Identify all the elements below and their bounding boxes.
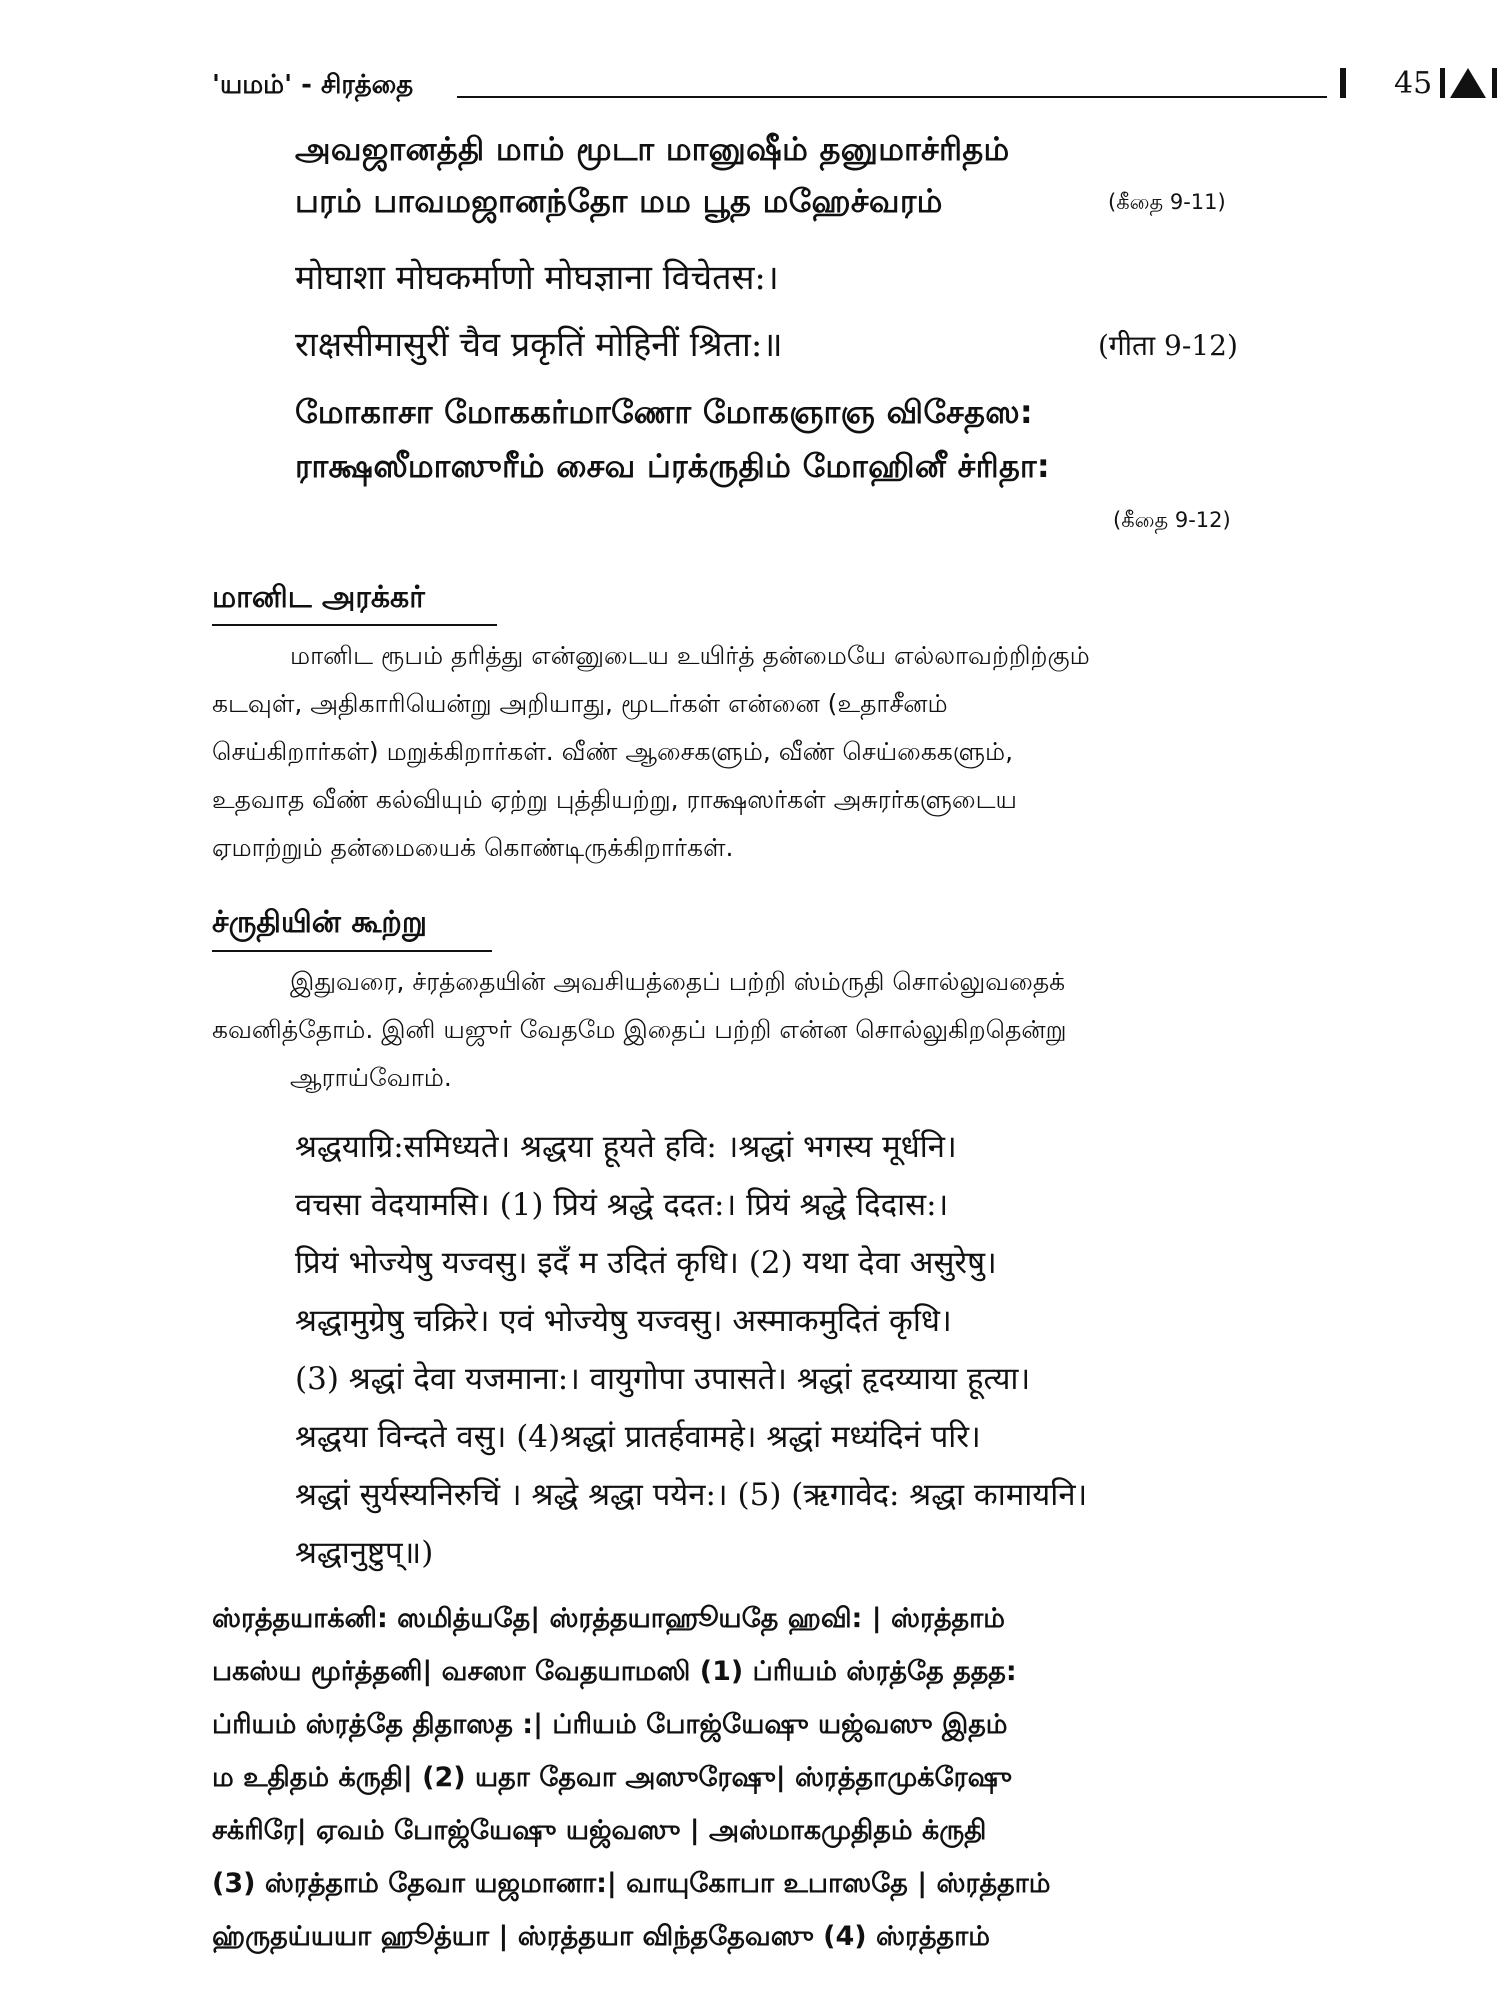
gita-9-11-reference: (கீதை 9-11) xyxy=(1108,190,1226,214)
sanskrit-line: श्रद्धां सुर्यस्यनिरुचिं । श्रद्धे श्रद्धा पयेन:। (5) (ऋगावेद: श्रद्धा कामायनि। xyxy=(295,1477,1088,1513)
paragraph-demons xyxy=(212,632,1302,872)
section-heading-demons-underline xyxy=(212,624,497,626)
tamil-translit-line: ஸ்ரத்தயாக்னி: ஸமித்யதே| ஸ்ரத்தயாஹூயதே ஹவி: | ஸ்ரத்தாம் xyxy=(212,1603,1005,1634)
header-rule xyxy=(457,96,1327,98)
gita-9-12-sanskrit-line-1: मोघाशा मोघकर्माणो मोघज्ञाना विचेतस:। xyxy=(295,258,779,298)
tamil-translit-line: (3) ஸ்ரத்தாம் தேவா யஜமானா:| வாயுகோபா உபாஸதே | ஸ்ரத்தாம் xyxy=(212,1868,1051,1899)
paragraph-line: ஆராய்வோம். xyxy=(290,1063,452,1092)
header-bar-mark xyxy=(1340,68,1346,98)
sanskrit-line: प्रियं भोज्येषु यज्वसु। इदँ म उदितं कृधि। (2) यथा देवा असुरेषु। xyxy=(295,1245,997,1281)
paragraph-line: இதுவரை, ச்ரத்தையின் அவசியத்தைப் பற்றி ஸ்ம்ருதி சொல்லுவதைக் xyxy=(290,967,1066,996)
gita-9-11-line-1: அவஜானத்தி மாம் மூடா மானுஷீம் தனுமாச்ரிதம் xyxy=(295,130,1010,168)
sanskrit-line: श्रद्धानुष्टुप्॥) xyxy=(295,1535,434,1571)
paragraph-line: உதவாத வீண் கல்வியும் ஏற்று புத்தியற்று, ராக்ஷஸர்கள் அசுரர்களுடைய xyxy=(212,785,1017,814)
tamil-translit-line: சக்ரிரே| ஏவம் போஜ்யேஷு யஜ்வஸு | அஸ்மாகமுதிதம் க்ருதி xyxy=(212,1815,987,1846)
tamil-translit-line: ம உதிதம் க்ருதி| (2) யதா தேவா அஸுரேஷு| ஸ்ரத்தாமுக்ரேஷு xyxy=(212,1762,1012,1793)
paragraph-line: மானிட ரூபம் தரித்து என்னுடைய உயிர்த் தன்மையே எல்லாவற்றிற்கும் xyxy=(290,641,1090,670)
gita-9-12-tamil-reference: (கீதை 9-12) xyxy=(1113,508,1231,532)
sanskrit-line: श्रद्धयाग्रि:समिध्यते। श्रद्धया हूयते हवि: ।श्रद्धां भगस्य मूर्धनि। xyxy=(295,1129,957,1165)
paragraph-line: ஏமாற்றும் தன்மையைக் கொண்டிருக்கிறார்கள். xyxy=(212,833,734,862)
gita-9-12-sanskrit-reference: (गीता 9-12) xyxy=(1098,329,1238,362)
tamil-translit-line: பகஸ்ய மூர்த்தனி| வசஸா வேதயாமஸி (1) ப்ரியம் ஸ்ரத்தே ததத: xyxy=(212,1656,1017,1687)
paragraph-line: கடவுள், அதிகாரியென்று அறியாது, மூடர்கள் என்னை (உதாசீனம் xyxy=(212,689,948,718)
sanskrit-line: (3) श्रद्धां देवा यजमाना:। वायुगोपा उपासते। श्रद्धां हृदय्याया हूत्या। xyxy=(295,1361,1031,1397)
vedic-passage-tamil xyxy=(212,1603,1302,1974)
paragraph-shruti xyxy=(212,958,1302,1102)
section-heading-demons: மானிட அரக்கர் xyxy=(212,580,425,615)
sanskrit-line: श्रद्धया विन्दते वसु। (4)श्रद्धां प्रातर्हवामहे। श्रद्धां मध्यंदिनं परि। xyxy=(295,1419,981,1455)
gita-9-12-tamil-line-2: ராக்ஷஸீமாஸுரீம் சைவ ப்ரக்ருதிம் மோஹினீ ச்ரிதா: xyxy=(295,447,1050,485)
page-number: 45 xyxy=(1394,66,1433,101)
vedic-passage-sanskrit xyxy=(295,1125,1087,1589)
gita-9-11-line-2: பரம் பாவமஜானந்தோ மம பூத மஹேச்வரம் xyxy=(295,182,943,220)
tamil-translit-line: ஹ்ருதய்யயா ஹூத்யா | ஸ்ரத்தயா விந்ததேவஸு (4) ஸ்ரத்தாம் xyxy=(212,1921,990,1952)
gita-9-12-sanskrit-line-2: राक्षसीमासुरीं चैव प्रकृतिं मोहिनीं श्रिता:॥ xyxy=(295,325,783,365)
running-header xyxy=(212,66,1433,110)
running-title: 'யமம்' - சிரத்தை xyxy=(212,70,414,100)
paragraph-line: கவனித்தோம். இனி யஜுர் வேதமே இதைப் பற்றி என்ன சொல்லுகிறதென்று xyxy=(212,1015,1067,1044)
section-heading-shruti-underline xyxy=(212,950,492,952)
paragraph-line: செய்கிறார்கள்) மறுக்கிறார்கள். வீண் ஆசைகளும், வீண் செய்கைகளும், xyxy=(212,737,1014,766)
tamil-translit-line: ப்ரியம் ஸ்ரத்தே திதாஸத :| ப்ரியம் போஜ்யேஷு யஜ்வஸு இதம் xyxy=(212,1709,1008,1740)
sanskrit-line: वचसा वेदयामसि। (1) प्रियं श्रद्धे ददत:। प्रियं श्रद्धे दिदास:। xyxy=(295,1187,949,1223)
section-heading-shruti: ச்ருதியின் கூற்று xyxy=(212,905,427,940)
gita-9-12-tamil-line-1: மோகாசா மோககர்மாணோ மோகஞாஞ விசேதஸ: xyxy=(295,393,1033,431)
sanskrit-line: श्रद्धामुग्रेषु चक्रिरे। एवं भोज्येषु यज्वसु। अस्माकमुदितं कृधि। xyxy=(295,1303,952,1339)
publisher-mark-icon xyxy=(1440,68,1500,98)
